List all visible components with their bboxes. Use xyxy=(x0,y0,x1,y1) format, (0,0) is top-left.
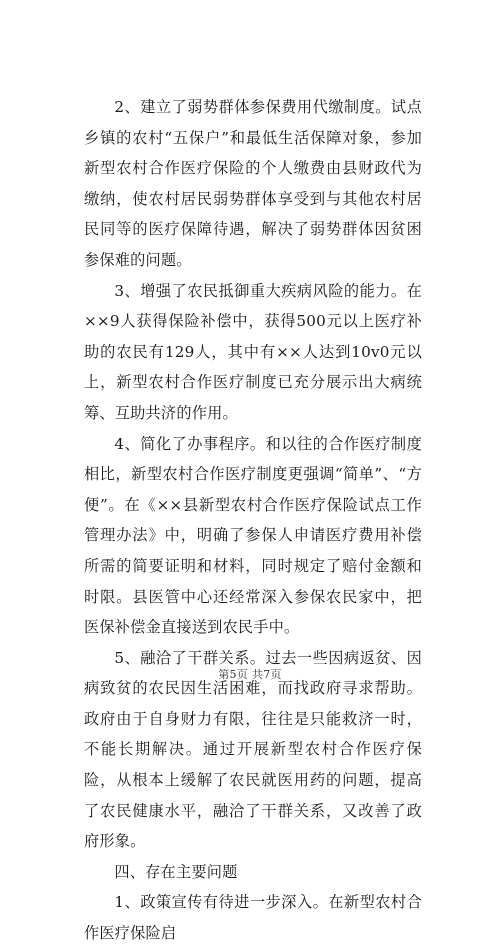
paragraph-issue-1: 1、政策宣传有待进一步深入。在新型农村合作医疗保险启 xyxy=(84,893,422,943)
paragraph-5: 5、融洽了干群关系。过去一些因病返贫、因病致贫的农民因生活困难，而找政府寻求帮助。政府由于自身财力有限，往往是只能救济一时，不能长期解决。通过开展新型农村合作医疗保险，从根本上缓解了农民就医用药的问题，提高了农民健康水平，融洽了干群关系，又改善了政府形象。 xyxy=(84,648,422,851)
section-heading: 四、存在主要问题 xyxy=(114,862,238,881)
page-footer: 第5页 共7页 xyxy=(218,668,282,681)
paragraph-4: 4、简化了办事程序。和以往的合作医疗制度相比，新型农村合作医疗制度更强调“简单”、“方便”。在《××县新型农村合作医疗保险试点工作管理办法》中，明确了参保人申请医疗费用补偿所需的简要证明和材料，同时规定了赔付金额和时限。县医管中心还经常深入参保农民家中，把医保补偿金直接送到农民手中。 xyxy=(84,434,422,637)
paragraph-2: 2、建立了弱势群体参保费用代缴制度。试点乡镇的农村“五保户”和最低生活保障对象，参加新型农村合作医疗保险的个人缴费由县财政代为缴纳，使农村居民弱势群体享受到与其他农村居民同等的医疗保障待遇，解决了弱势群体因贫困参保难的问题。 xyxy=(84,98,422,269)
document-body xyxy=(84,92,422,949)
paragraph-3: 3、增强了农民抵御重大疾病风险的能力。在××9人获得保险补偿中，获得500元以上医疗补助的农民有129人，其中有××人达到10v0元以上，新型农村合作医疗制度已充分展示出大病统筹、互助共济的作用。 xyxy=(84,281,422,422)
